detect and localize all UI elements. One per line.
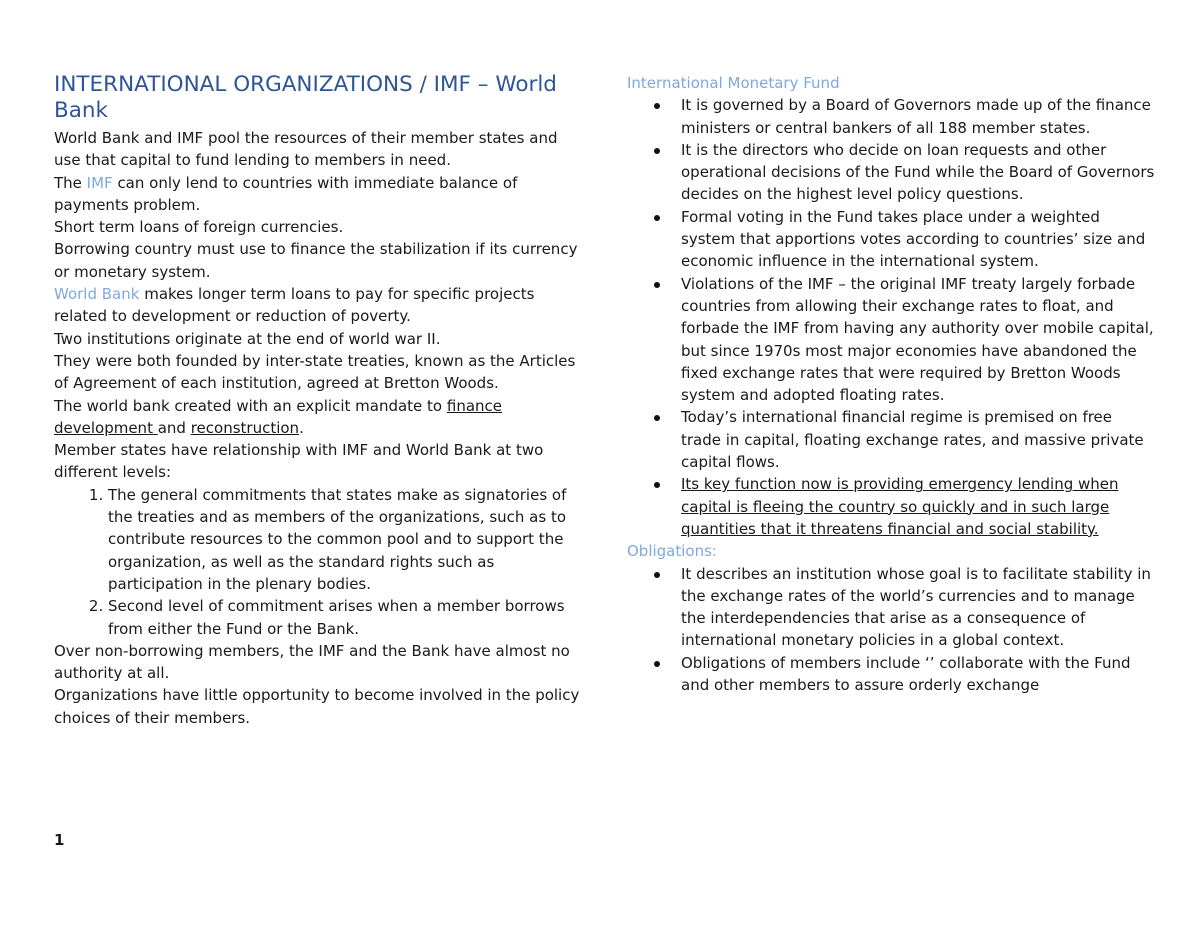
list-item [681, 139, 1155, 206]
list-item [681, 473, 1155, 540]
levels-list [54, 484, 582, 640]
paragraph-pool-resources: World Bank and IMF pool the resources of their member states and use that capital to fund lending to members in need. [54, 129, 558, 170]
section-heading-obligations: Obligations: [627, 542, 717, 561]
bullet-text: Today’s international financial regime is premised on free trade in capital, floating exchange rates, and massive private capital flows. [681, 408, 1144, 472]
imf-bullet-list [627, 94, 1155, 540]
paragraph-borrowing: Borrowing country must use to finance the stabilization if its currency or monetary system. [54, 240, 578, 281]
list-item [681, 273, 1155, 407]
paragraph-short-term: Short term loans of foreign currencies. [54, 218, 344, 237]
bullet-text: It describes an institution whose goal is to facilitate stability in the exchange rates of the world’s currencies and to manage the interdependencies that arise as a consequence of international monetary policies in a global context. [681, 564, 1151, 650]
list-item [681, 406, 1155, 473]
bullet-icon [654, 415, 660, 421]
right-column [627, 72, 1155, 696]
bullet-icon [654, 103, 660, 109]
bullet-icon [654, 661, 660, 667]
bullet-icon [654, 148, 660, 154]
bullet-text: It is governed by a Board of Governors made up of the finance ministers or central bankers of all 188 member states. [681, 96, 1151, 137]
bullet-text: Violations of the IMF – the original IMF treaty largely forbade countries from allowing their exchange rates to float, and forbade the IMF from having any authority over mobile capital, but since 1970s most major economies have abandoned the fixed exchange rates that were required by Bretton Woods system and adopted floating rates. [681, 274, 1154, 405]
list-item: 2. Second level of commitment arises when a member borrows from either the Fund or the Bank. [108, 595, 582, 640]
bullet-text: It is the directors who decide on loan requests and other operational decisions of the Fund while the Board of Governors decides on the highest level policy questions. [681, 140, 1155, 204]
list-item [681, 94, 1155, 139]
bullet-icon [654, 572, 660, 578]
obligations-bullet-list [627, 563, 1155, 697]
page-title: INTERNATIONAL ORGANIZATIONS / IMF – World Bank [54, 72, 557, 123]
underlined-finance-development: finance development [54, 396, 503, 437]
paragraph-origin: Two institutions originate at the end of world war II. [54, 329, 441, 348]
page-number: 1 [54, 831, 65, 849]
imf-reference: IMF [86, 173, 113, 192]
bullet-icon [654, 282, 660, 288]
list-item [681, 652, 1155, 697]
world-bank-reference: World Bank [54, 285, 140, 304]
paragraph-non-borrowing: Over non-borrowing members, the IMF and the Bank have almost no authority at all. [54, 641, 570, 683]
text: and [157, 418, 191, 437]
paragraph-mandate [54, 395, 582, 440]
text: The world bank created with an explicit mandate to [54, 396, 447, 415]
list-item [681, 563, 1155, 652]
text: makes longer term loans to pay for specific projects related to development or reduction of poverty. [54, 285, 535, 326]
paragraph-treaties: They were both founded by inter-state treaties, known as the Articles of Agreement of each institution, agreed at Bretton Woods. [54, 351, 576, 393]
bullet-icon [654, 215, 660, 221]
bullet-text: Obligations of members include ‘’ collaborate with the Fund and other members to assure orderly exchange [681, 653, 1131, 695]
underlined-bullet-text: Its key function now is providing emergency lending when capital is fleeing the country so quickly and in such large quantities that it threatens financial and social stability. [681, 475, 1119, 538]
left-column [54, 72, 582, 729]
section-heading-imf: International Monetary Fund [627, 74, 840, 92]
paragraph-policy-choices: Organizations have little opportunity to become involved in the policy choices of their members. [54, 686, 580, 727]
paragraph-two-levels: Member states have relationship with IMF and World Bank at two different levels: [54, 441, 544, 482]
paragraph-imf-lending [54, 172, 582, 217]
list-item [681, 206, 1155, 273]
text: can only lend to countries with immediate balance of payments problem. [54, 173, 518, 214]
bullet-text: Formal voting in the Fund takes place under a weighted system that apportions votes according to countries’ size and economic influence in the international system. [681, 207, 1146, 271]
text: The [54, 173, 87, 192]
bullet-icon [654, 482, 660, 488]
paragraph-world-bank-loans [54, 283, 582, 328]
underlined-reconstruction: reconstruction [190, 418, 300, 437]
text: . [299, 418, 304, 437]
list-item: 1. The general commitments that states make as signatories of the treaties and as members of the organizations, such as to contribute resources to the common pool and to support the organization, as well as the standard rights such as participation in the plenary bodies. [108, 484, 582, 595]
